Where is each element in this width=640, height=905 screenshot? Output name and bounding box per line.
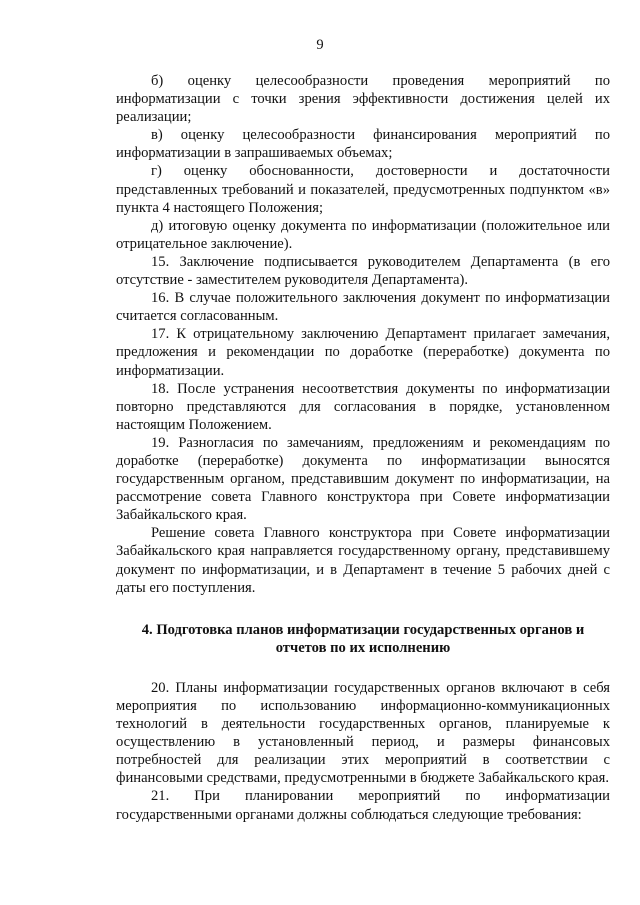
paragraph-g: г) оценку обоснованности, достоверности и достаточности представленных требований и показателей, предусмотренных подпунктом «в» пункта 4 настоящего Положения;: [116, 163, 610, 216]
paragraph-d: д) итоговую оценку документа по информатизации (положительное или отрицательное заключение).: [116, 217, 610, 252]
paragraph-19: 19. Разногласия по замечаниям, предложениям и рекомендациям по доработке (переработке) документа по информатизации выносятся государственным органом, представившим документ по информатизации, на рассмотрение совета Главного конструктора при Совете информатизации Забайкальского края.: [116, 434, 610, 524]
paragraph-17: 17. К отрицательному заключению Департамент прилагает замечания, предложения и рекомендации по доработке (переработке) документа по информатизации.: [116, 326, 610, 379]
paragraph-20: 20. Планы информатизации государственных органов включают в себя мероприятия по использованию информационно-коммуникационных технологий в деятельности государственных органов, планируемые к осуществлению в установленный период, и размеры финансовых потребностей для реализации этих мероприятий в соответствии с финансовыми средствами, предусмотренными в бюджете Забайкальского края.: [116, 679, 610, 787]
paragraph-v: в) оценку целесообразности финансирования мероприятий по информатизации в запрашиваемых объемах;: [116, 127, 610, 162]
paragraph-21: 21. При планировании мероприятий по информатизации государственными органами должны соблюдаться следующие требования:: [116, 788, 610, 823]
page-number: 9: [316, 37, 324, 53]
section-heading-line-2: отчетов по их исполнению: [275, 639, 451, 656]
section-heading-line-1: 4. Подготовка планов информатизации государственных органов и: [141, 621, 585, 638]
paragraph-16: 16. В случае положительного заключения документ по информатизации считается согласованным.: [116, 290, 610, 325]
paragraph-15: 15. Заключение подписывается руководителем Департамента (в его отсутствие - заместителем руководителя Департамента).: [116, 253, 610, 289]
paragraph-decision: Решение совета Главного конструктора при Совете информатизации Забайкальского края направляется государственному органу, представившему документ по информатизации, и в Департамент в течение 5 рабочих дней с даты его поступления.: [116, 525, 610, 596]
paragraph-b: б) оценку целесообразности проведения мероприятий по информатизации с точки зрения эффективности достижения целей их реализации;: [116, 73, 610, 126]
section-heading: [116, 621, 610, 657]
paragraph-18: 18. После устранения несоответствия документы по информатизации повторно представляются для согласования в порядке, установленном настоящим Положением.: [116, 380, 610, 433]
document-body: [116, 72, 610, 824]
